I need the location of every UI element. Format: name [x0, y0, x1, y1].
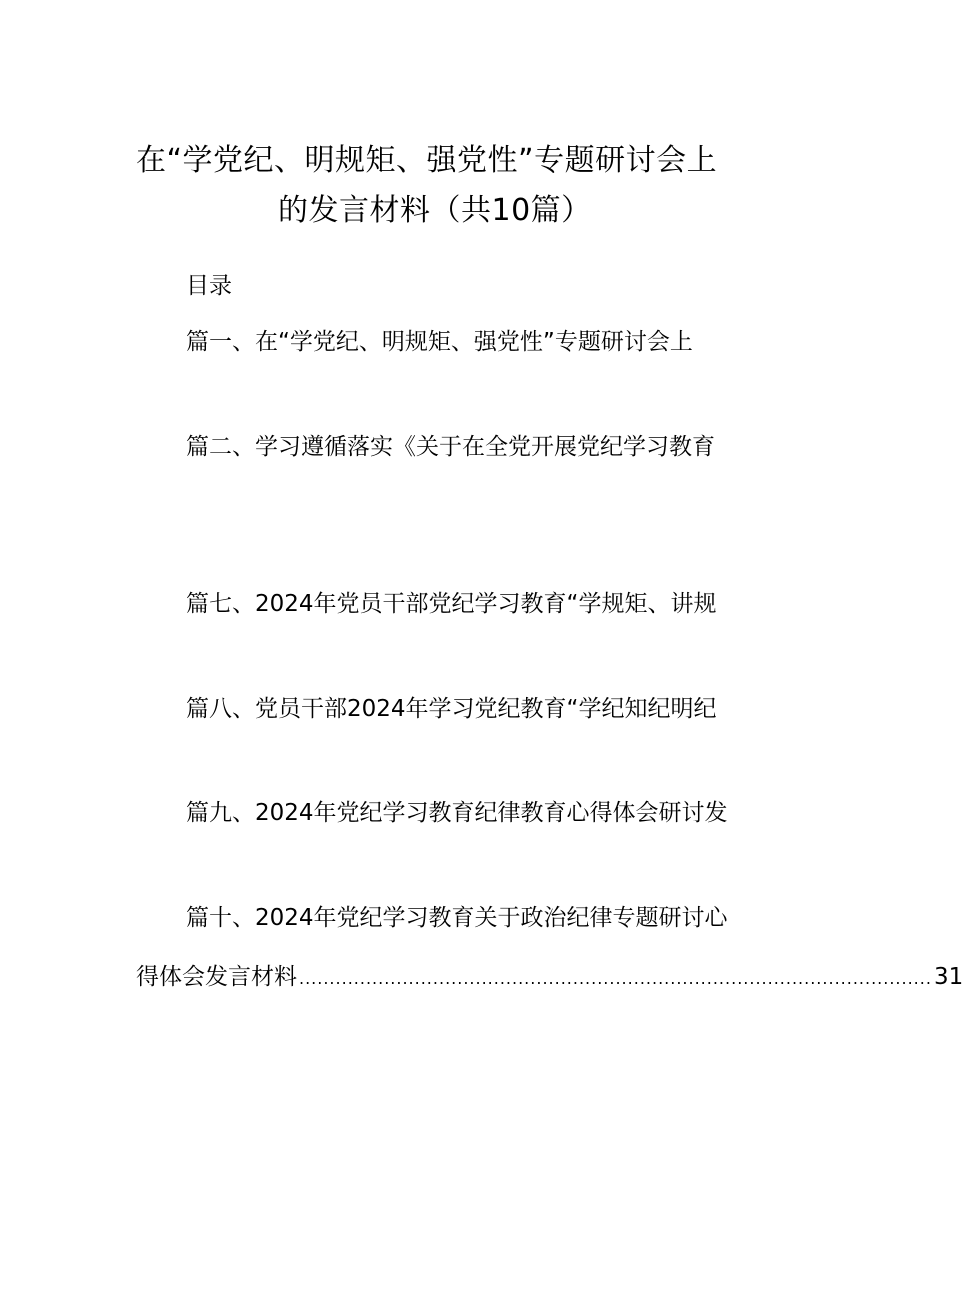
toc-entry-9[interactable]: 篇九、2024年党纪学习教育纪律教育心得体会研讨发	[186, 800, 728, 826]
toc-heading: 目录	[186, 273, 232, 299]
toc-dot-leader: ........................................................................................................	[299, 969, 932, 988]
toc-entry-10[interactable]: 篇十、2024年党纪学习教育关于政治纪律专题研讨心	[186, 905, 728, 931]
toc-entry-2[interactable]: 篇二、学习遵循落实《关于在全党开展党纪学习教育	[186, 434, 715, 460]
document-title-line-1: 在“学党纪、明规矩、强党性”专题研讨会上	[136, 143, 718, 178]
toc-entry-8[interactable]: 篇八、党员干部2024年学习党纪教育“学纪知纪明纪	[186, 696, 717, 722]
toc-entry-10-continuation[interactable]	[136, 961, 963, 993]
toc-entry-10-continuation-text: 得体会发言材料	[136, 964, 297, 990]
toc-page-number: 31	[933, 964, 963, 990]
toc-entry-7[interactable]: 篇七、2024年党员干部党纪学习教育“学规矩、讲规	[186, 591, 717, 617]
toc-entry-1[interactable]: 篇一、在“学党纪、明规矩、强党性”专题研讨会上	[186, 329, 693, 355]
document-title-line-2: 的发言材料（共10篇）	[278, 193, 592, 228]
